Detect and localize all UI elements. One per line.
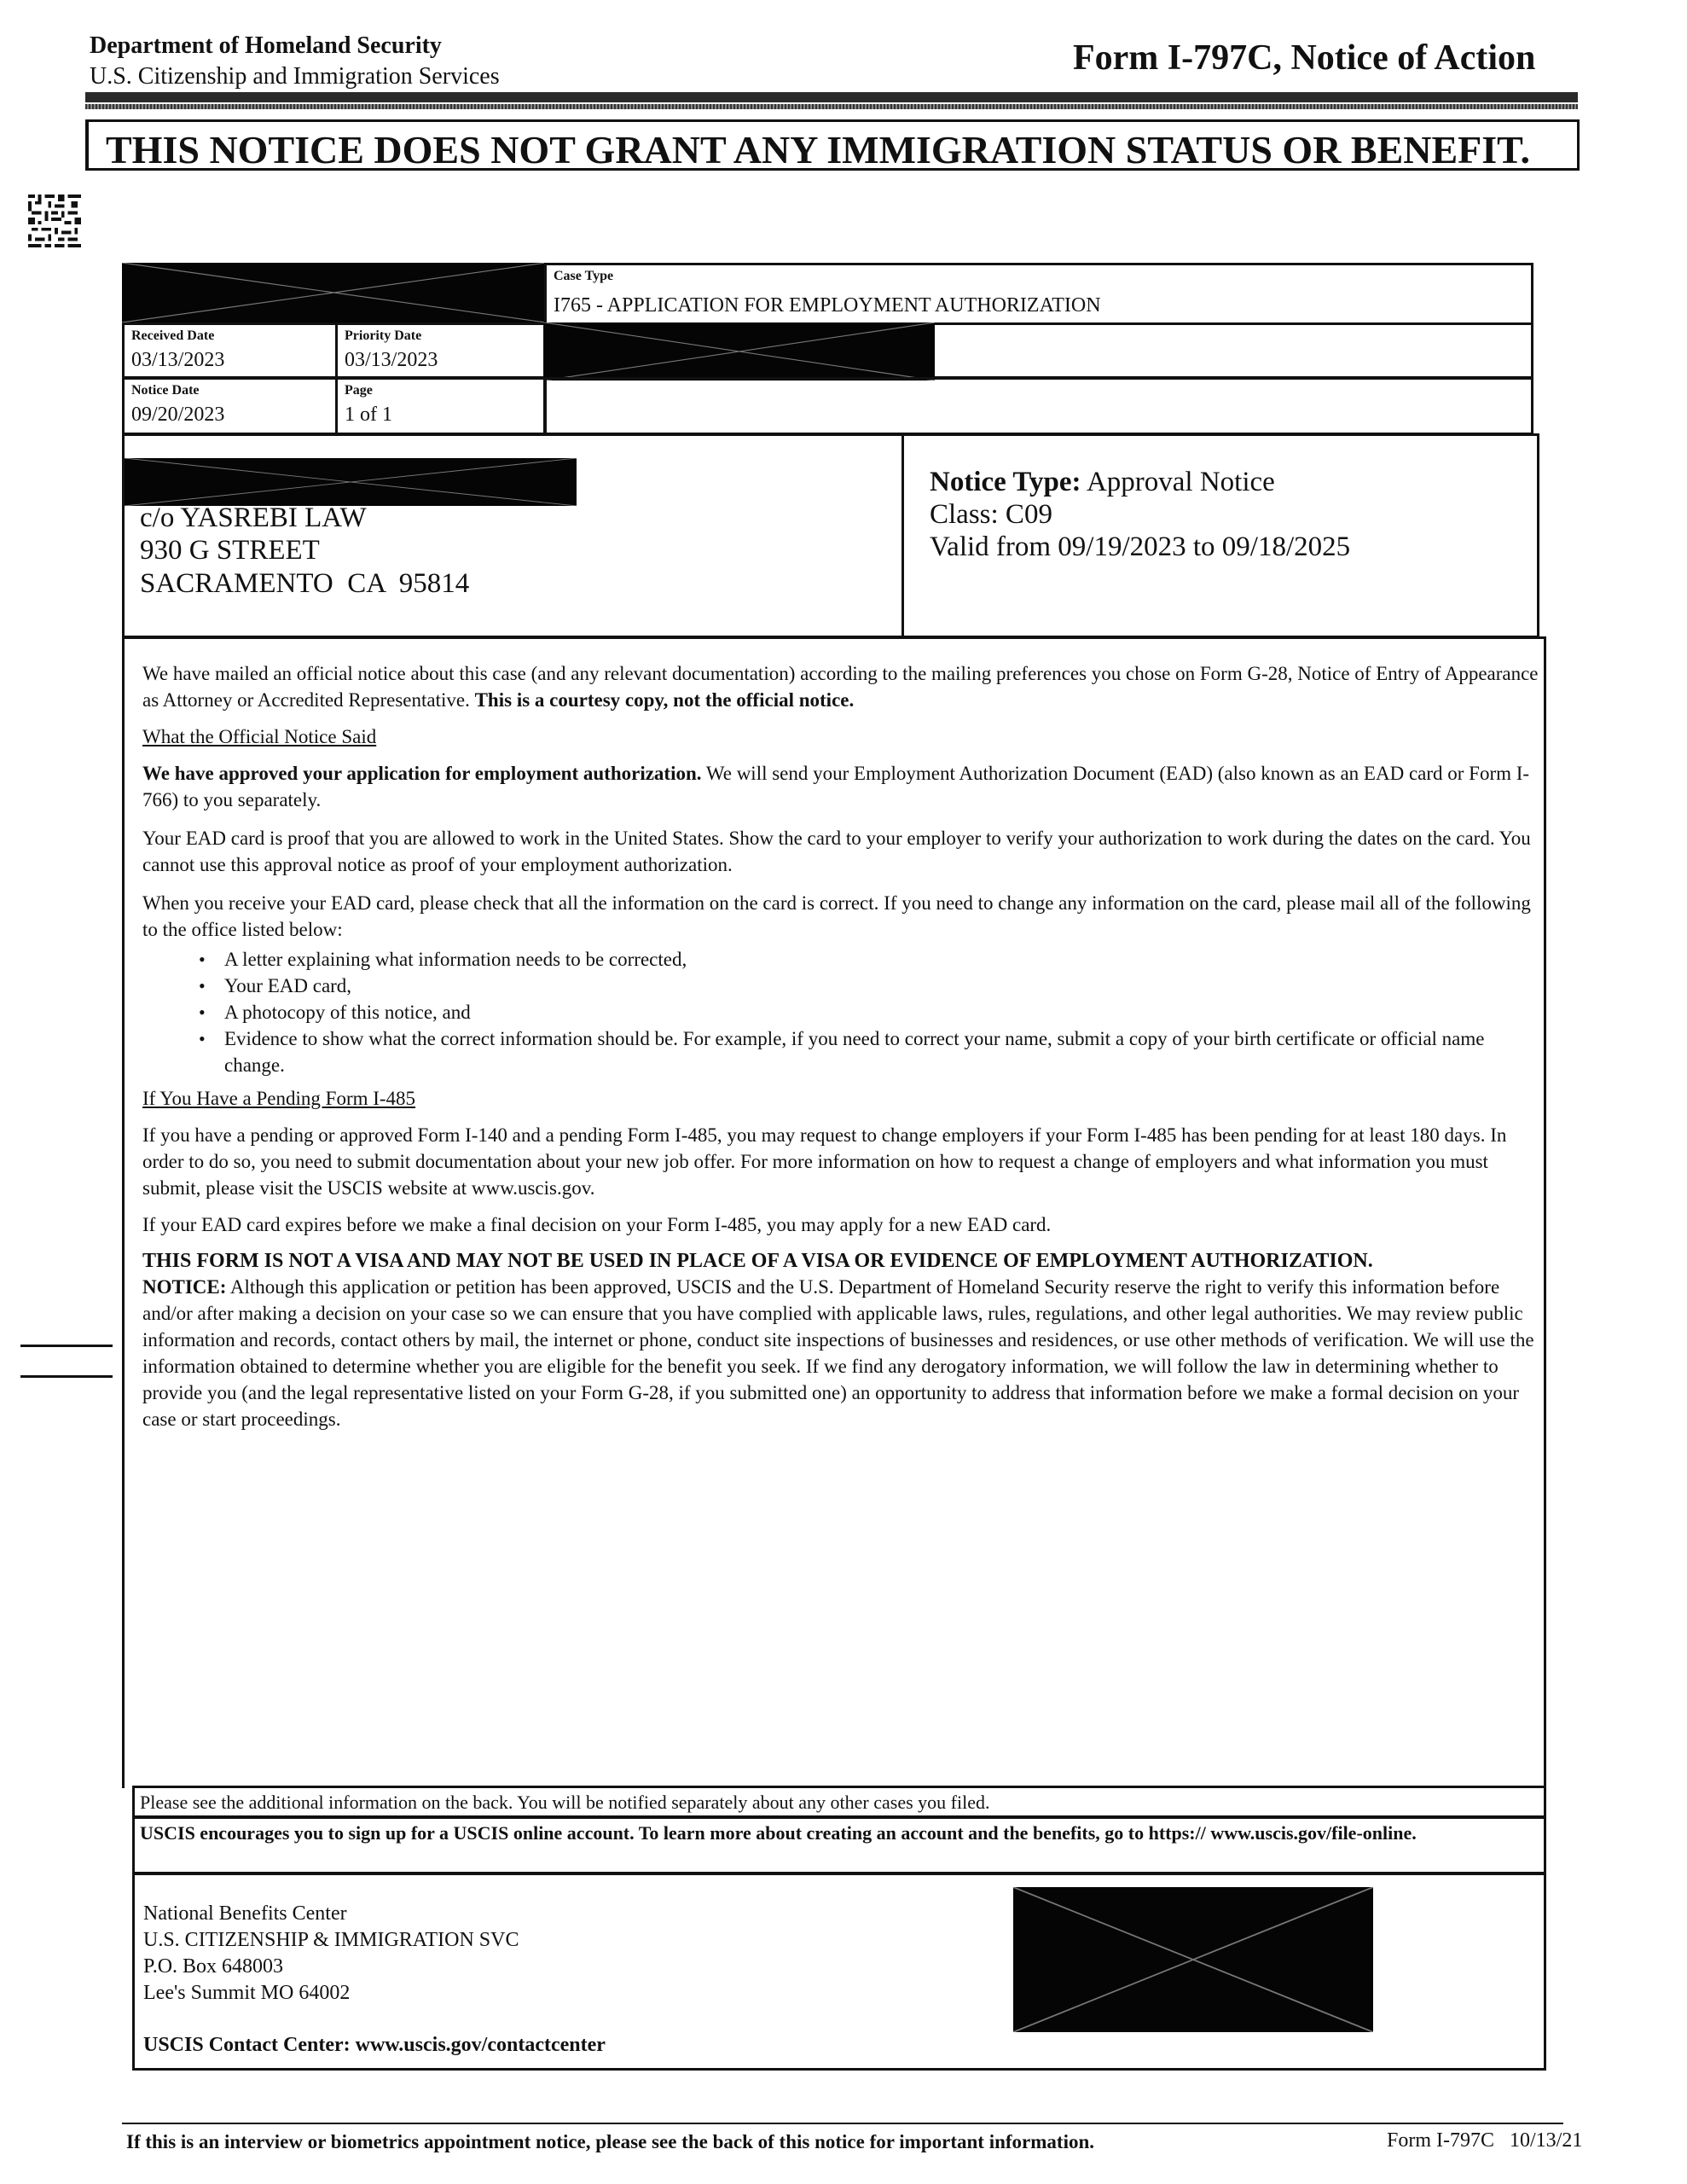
notice-type-value: Approval Notice [1086,467,1275,497]
footer-note: If this is an interview or biometrics appointment notice, please see the back of this notice for important information. [126,2131,1094,2152]
office-line-1: National Benefits Center [143,1902,347,1925]
banner-text: THIS NOTICE DOES NOT GRANT ANY IMMIGRATION STATUS OR BENEFIT. [106,128,1530,171]
address-line-1: c/o YASREBI LAW [140,502,367,533]
notice-type-cell [901,433,1539,638]
header-rule-dotted [85,104,1578,109]
case-type-value: I765 - APPLICATION FOR EMPLOYMENT AUTHORIZATION [554,294,1101,317]
notice-date-cell [122,377,338,435]
verification-notice: NOTICE: Although this application or petition has been approved, USCIS and the U.S. Department of Homeland Security reserve the right to verify this information before and/or after making a decision on your case so we can ensure that you have complied with applicable laws, rules, regulations, and other legal authorities. We may review public information and records, contact others by mail, the internet or phone, conduct site inspections of businesses and residences, or use other methods of verification. We will use the information obtained to determine whether you are eligible for the benefit you seek. If we find any derogatory information, we will follow the law in determining whether to provide you (and the legal representative listed on your Form G-28, if you submitted one) an opportunity to address that information before we make a formal decision on your case or start proceedings. [142,1276,1534,1430]
correction-list [142,946,1541,1078]
ead-expiry-paragraph: If your EAD card expires before we make a final decision on your Form I-485, you may apply for a new EAD card. [142,1214,1052,1235]
address-line-2: 930 G STREET [140,535,320,566]
case-type-label: Case Type [554,269,614,283]
received-date-cell [122,322,338,379]
status-banner [85,119,1580,171]
notice-type-line [930,467,1275,498]
ead-proof-paragraph: Your EAD card is proof that you are allowed to work in the United States. Show the card to your employer to verify your authorization to work during the dates on the card. You cannot use this approval notice as proof of your employment authorization. [142,828,1531,875]
online-account-cell [132,1816,1546,1874]
address-cell [122,433,904,638]
office-line-2: U.S. CITIZENSHIP & IMMIGRATION SVC [143,1929,519,1951]
office-line-4: Lee's Summit MO 64002 [143,1982,351,2004]
additional-info-text: Please see the additional information on the back. You will be notified separately about any other cases you filed. [140,1792,990,1813]
list-item: • A letter explaining what information needs to be corrected, [142,946,1541,973]
priority-date-cell [335,322,546,379]
courtesy-paragraph: We have mailed an official notice about this case (and any relevant documentation) according to the mailing preferences you chose on Form G-28, Notice of Entry of Appearance as Attorney or Accredited Representative. This is a courtesy copy, not the official notice. [142,663,1539,711]
footer-form-id: Form I-797C 10/13/21 [1387,2129,1583,2152]
change-employer-paragraph: If you have a pending or approved Form I-140 and a pending Form I-485, you may request to change employers if your Form I-485 has been pending for at least 180 days. In order to do so, you need to submit documentation about your new job offer. For more information on how to request a change of employers and what information you must submit, please visit the USCIS website at www.uscis.gov. [142,1124,1507,1199]
header-rule [85,92,1578,102]
redacted-receipt-number [122,263,546,322]
approval-paragraph: We have approved your application for employment authorization. We will send your Employment Authorization Document (EAD) (also known as an EAD card or Form I-766) to you separately. [142,763,1530,810]
list-item: • Your EAD card, [142,973,1541,999]
notice-body [142,660,1541,1432]
notice-validity: Valid from 09/19/2023 to 09/18/2025 [930,531,1351,562]
case-type-cell [544,263,1533,324]
additional-info-cell [132,1786,1546,1818]
fold-mark [20,1345,113,1347]
correction-paragraph: When you receive your EAD card, please check that all the information on the card is correct. If you need to change any information on the card, please mail all of the following to the office listed below: [142,892,1531,940]
received-date-label: Received Date [131,328,215,343]
footer-rule [122,2123,1563,2124]
barcode-icon [27,195,82,247]
page-label: Page [345,383,373,398]
notice-class: Class: C09 [930,499,1052,530]
case-info-row3-right [544,377,1533,435]
page-value: 1 of 1 [345,404,392,426]
list-item: • A photocopy of this notice, and [142,999,1541,1025]
office-contact-cell [132,1873,1546,2071]
address-line-3: SACRAMENTO CA 95814 [140,568,470,599]
agency-name: U.S. Citizenship and Immigration Services [90,63,500,90]
contact-center: USCIS Contact Center: www.uscis.gov/contactcenter [143,2034,606,2056]
redacted-barcode-block [1013,1887,1373,2032]
notice-type-label: Notice Type: [930,467,1081,497]
online-account-text: USCIS encourages you to sign up for a USCIS online account. To learn more about creating an account and the benefits, go to https:// www.uscis.gov/file-online. [140,1822,1417,1844]
form-title: Form I-797C, Notice of Action [1073,38,1536,78]
list-item: • Evidence to show what the correct information should be. For example, if you need to correct your name, submit a copy of your birth certificate or official name change. [142,1025,1541,1078]
section-heading-pending-i485: If You Have a Pending Form I-485 [142,1088,416,1109]
notice-date-label: Notice Date [131,383,200,398]
priority-date-value: 03/13/2023 [345,349,438,371]
received-date-value: 03/13/2023 [131,349,225,371]
office-line-3: P.O. Box 648003 [143,1955,284,1978]
page-cell [335,377,546,435]
department-name: Department of Homeland Security [90,32,442,59]
courtesy-copy-statement: This is a courtesy copy, not the official notice. [474,689,855,711]
priority-date-label: Priority Date [345,328,422,343]
redacted-recipient-name [125,458,577,506]
redacted-beneficiary-name [544,322,935,380]
fold-mark [20,1375,113,1378]
not-a-visa-warning: THIS FORM IS NOT A VISA AND MAY NOT BE USED IN PLACE OF A VISA OR EVIDENCE OF EMPLOYMENT AUTHORIZATION. [142,1250,1373,1272]
notice-date-value: 09/20/2023 [131,404,225,426]
section-heading-official-notice: What the Official Notice Said [142,726,377,747]
